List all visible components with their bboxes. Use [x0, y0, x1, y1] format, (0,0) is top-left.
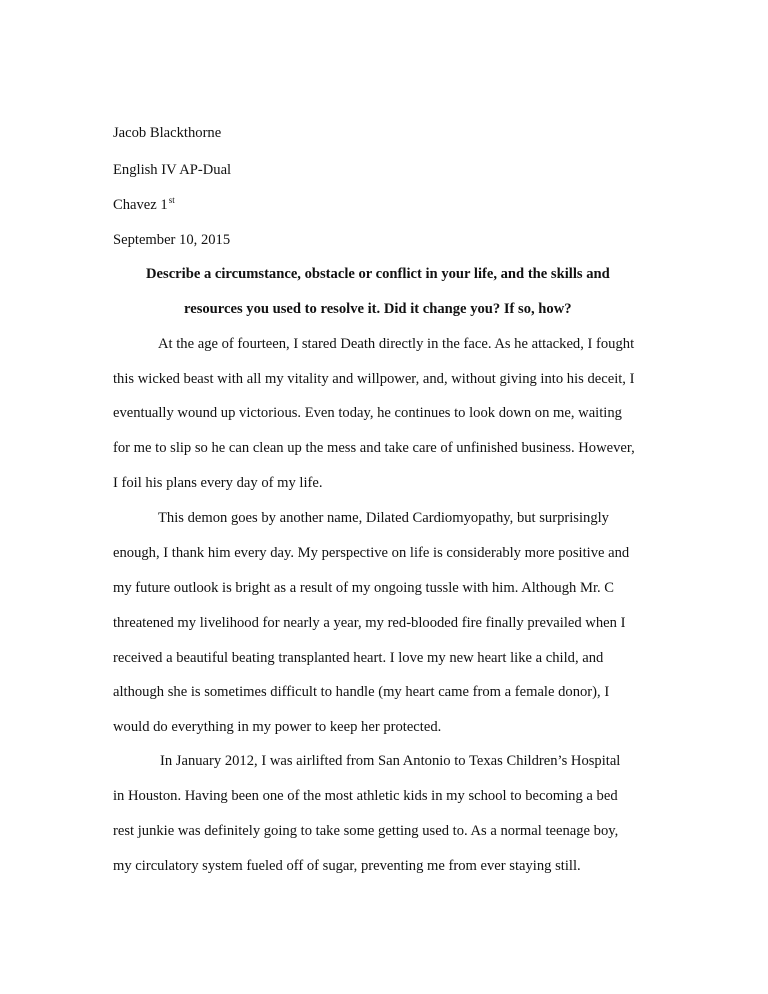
teacher-period	[113, 196, 175, 214]
body-line: threatened my livelihood for nearly a year, my red-blooded fire finally prevailed when I	[113, 615, 626, 631]
body-line: this wicked beast with all my vitality and willpower, and, without giving into his deceit, I	[113, 371, 635, 387]
ordinal-suffix: st	[168, 195, 175, 205]
body-line: received a beautiful beating transplanted heart. I love my new heart like a child, and	[113, 650, 604, 666]
body-line: for me to slip so he can clean up the mess and take care of unfinished business. However,	[113, 440, 635, 456]
course-name: English IV AP-Dual	[113, 162, 232, 178]
author-name: Jacob Blackthorne	[113, 125, 222, 141]
prompt-line-1: Describe a circumstance, obstacle or conflict in your life, and the skills and	[146, 266, 610, 282]
body-line: my circulatory system fueled off of sugar, preventing me from ever staying still.	[113, 858, 581, 874]
body-line: In January 2012, I was airlifted from San Antonio to Texas Children’s Hospital	[160, 753, 621, 769]
body-line: although she is sometimes difficult to handle (my heart came from a female donor), I	[113, 684, 610, 700]
body-line: eventually wound up victorious. Even today, he continues to look down on me, waiting	[113, 405, 622, 421]
prompt-line-2: resources you used to resolve it. Did it change you? If so, how?	[184, 301, 572, 317]
body-line: would do everything in my power to keep her protected.	[113, 719, 442, 735]
teacher-name: Chavez 1	[113, 197, 168, 213]
body-line: This demon goes by another name, Dilated Cardiomyopathy, but surprisingly	[158, 510, 609, 526]
body-line: enough, I thank him every day. My perspective on life is considerably more positive and	[113, 545, 630, 561]
essay-date: September 10, 2015	[113, 232, 231, 248]
body-line: rest junkie was definitely going to take some getting used to. As a normal teenage boy,	[113, 823, 619, 839]
body-line: in Houston. Having been one of the most athletic kids in my school to becoming a bed	[113, 788, 618, 804]
body-line: my future outlook is bright as a result of my ongoing tussle with him. Although Mr. C	[113, 580, 615, 596]
body-line: I foil his plans every day of my life.	[113, 475, 323, 491]
body-line: At the age of fourteen, I stared Death directly in the face. As he attacked, I fought	[158, 336, 635, 352]
